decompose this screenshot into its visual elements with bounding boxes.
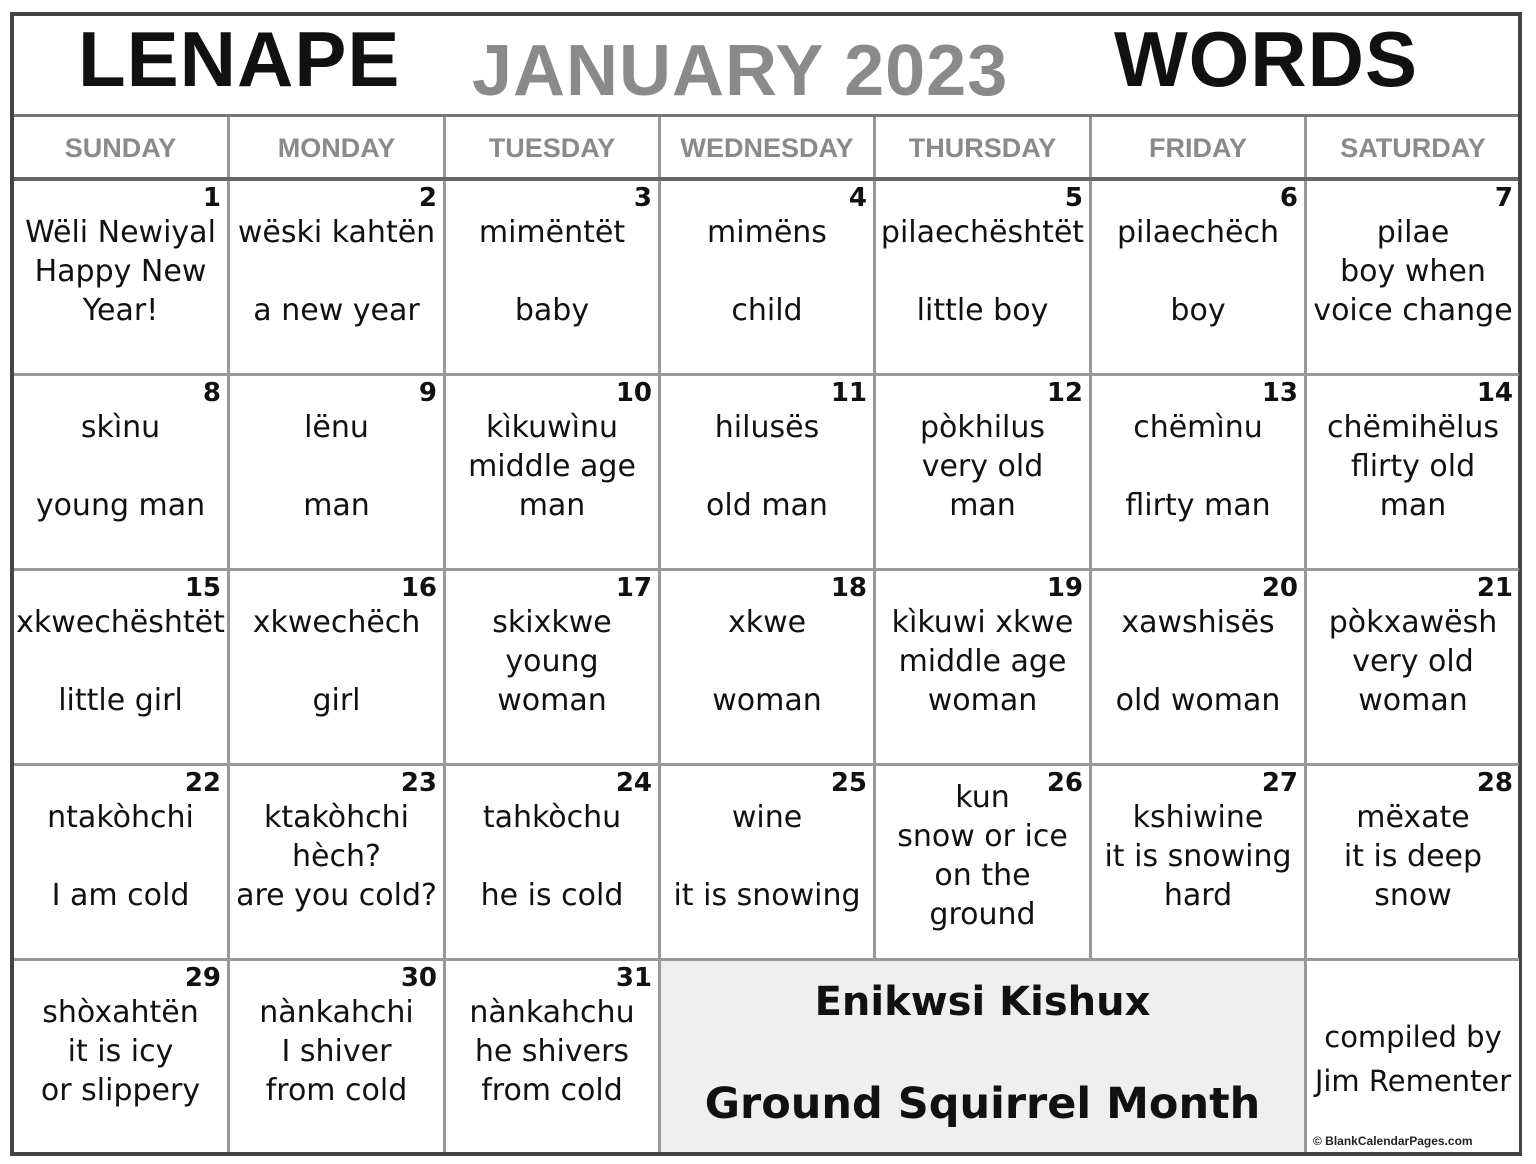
- lenape-word: pilaechëch: [1116, 215, 1280, 250]
- day-cell: [1307, 571, 1519, 766]
- day-cell: [14, 961, 230, 1152]
- day-grid: [14, 181, 1518, 1152]
- day-cell: [446, 571, 661, 766]
- day-number: 24: [615, 768, 652, 798]
- header-words-title: WORDS: [1114, 15, 1418, 103]
- english-translation: man: [949, 488, 1016, 523]
- weekday-monday: MONDAY: [230, 117, 446, 177]
- english-translation: woman: [497, 683, 607, 718]
- english-translation: woman: [712, 683, 822, 718]
- day-number: 31: [615, 963, 652, 993]
- lenape-word: skìnu: [80, 410, 161, 445]
- day-number: 16: [400, 573, 437, 603]
- lenape-word: mëxate: [1356, 800, 1470, 835]
- lenape-word: mimëntët: [478, 215, 626, 250]
- lenape-word: kshiwine: [1132, 800, 1264, 835]
- english-translation: hèch?: [292, 839, 381, 874]
- day-cell: [230, 766, 446, 961]
- day-number: 27: [1261, 768, 1298, 798]
- day-entry: [14, 993, 227, 1110]
- day-number: 21: [1476, 573, 1513, 603]
- day-entry: [1092, 213, 1304, 330]
- day-entry: [661, 603, 873, 720]
- day-cell: [876, 766, 1092, 961]
- day-cell: [446, 376, 661, 571]
- day-cell: [230, 181, 446, 376]
- line-spacer: [1092, 642, 1304, 681]
- day-number: 8: [202, 378, 221, 408]
- lenape-word: mimëns: [707, 215, 827, 250]
- line-spacer: [230, 252, 443, 291]
- header-lenape-title: LENAPE: [78, 15, 401, 103]
- english-translation: it is icy: [67, 1034, 174, 1069]
- english-translation: woman: [927, 683, 1038, 718]
- english-translation: on the: [934, 858, 1031, 893]
- lenape-word: ntakòhchi: [47, 800, 194, 835]
- day-number: 29: [184, 963, 221, 993]
- day-number: 4: [848, 183, 867, 213]
- day-cell: [446, 766, 661, 961]
- english-translation: from cold: [265, 1073, 408, 1108]
- english-translation: man: [303, 488, 370, 523]
- line-spacer: [661, 252, 873, 291]
- line-spacer: [1092, 447, 1304, 486]
- day-entry: [14, 798, 227, 915]
- english-translation: hard: [1163, 878, 1233, 913]
- banner-english-month: Ground Squirrel Month: [704, 1079, 1261, 1129]
- lenape-word: wine: [731, 800, 803, 835]
- english-translation: very old: [1352, 644, 1474, 679]
- day-entry: [1092, 408, 1304, 525]
- day-entry: [230, 408, 443, 525]
- day-cell: [230, 376, 446, 571]
- day-cell: [1307, 376, 1519, 571]
- english-translation: girl: [312, 683, 361, 718]
- credit-author: Jim Rementer: [1314, 1064, 1512, 1098]
- english-translation: it is deep: [1343, 839, 1483, 874]
- day-cell: [14, 571, 230, 766]
- english-translation: a new year: [253, 293, 420, 328]
- day-number: 2: [418, 183, 437, 213]
- lenape-word: lënu: [304, 410, 369, 445]
- day-number: 28: [1476, 768, 1513, 798]
- day-entry: [446, 213, 658, 330]
- day-entry: [876, 603, 1089, 720]
- day-entry: [230, 798, 443, 915]
- day-cell: [661, 181, 876, 376]
- day-number: 20: [1261, 573, 1298, 603]
- line-spacer: [1092, 252, 1304, 291]
- english-translation: middle age: [468, 449, 636, 484]
- lenape-word: shòxahtën: [42, 995, 199, 1030]
- lenape-word: skixkwe: [492, 605, 612, 640]
- day-number: 26: [1046, 768, 1083, 798]
- english-translation: old man: [706, 488, 828, 523]
- lenape-word: chëmihëlus: [1327, 410, 1499, 445]
- day-number: 5: [1064, 183, 1083, 213]
- day-entry: [876, 213, 1089, 330]
- day-cell: [446, 961, 661, 1152]
- day-entry: [1307, 603, 1519, 720]
- lenape-word: nànkahchi: [259, 995, 414, 1030]
- english-translation: snow or ice: [897, 819, 1068, 854]
- day-number: 17: [615, 573, 652, 603]
- english-translation: Happy New: [34, 254, 207, 289]
- day-number: 23: [400, 768, 437, 798]
- day-number: 3: [633, 183, 652, 213]
- day-entry: [661, 408, 873, 525]
- day-entry: [1307, 798, 1519, 915]
- day-number: 7: [1494, 183, 1513, 213]
- day-cell: [1307, 181, 1519, 376]
- lenape-word: kìkuwi xkwe: [891, 605, 1074, 640]
- english-translation: or slippery: [40, 1073, 201, 1108]
- day-entry: [1092, 798, 1304, 915]
- day-number: 13: [1261, 378, 1298, 408]
- english-translation: he shivers: [474, 1034, 630, 1069]
- english-translation: I am cold: [51, 878, 190, 913]
- day-entry: [661, 213, 873, 330]
- day-cell: [1092, 181, 1307, 376]
- watermark: © BlankCalendarPages.com: [1313, 1134, 1473, 1148]
- day-entry: [446, 408, 658, 525]
- english-translation: baby: [514, 293, 590, 328]
- english-translation: little boy: [916, 293, 1049, 328]
- day-cell: [1092, 766, 1307, 961]
- day-cell: [446, 181, 661, 376]
- weekday-sunday: SUNDAY: [14, 117, 230, 177]
- day-cell: [1092, 376, 1307, 571]
- day-number: 15: [184, 573, 221, 603]
- english-translation: child: [731, 293, 803, 328]
- day-cell: [230, 571, 446, 766]
- lenape-word: chëmìnu: [1133, 410, 1263, 445]
- day-cell: [661, 571, 876, 766]
- english-translation: young man: [35, 488, 206, 523]
- day-cell: [876, 181, 1092, 376]
- day-number: 18: [830, 573, 867, 603]
- weekday-thursday: THURSDAY: [876, 117, 1092, 177]
- english-translation: little girl: [58, 683, 183, 718]
- day-cell: [661, 376, 876, 571]
- lenape-word: tahkòchu: [482, 800, 622, 835]
- lenape-word: pilae: [1376, 215, 1450, 250]
- day-number: 11: [830, 378, 867, 408]
- day-entry: [446, 993, 658, 1110]
- english-translation: it is snowing: [1104, 839, 1292, 874]
- lenape-word: hilusës: [714, 410, 820, 445]
- english-translation: Year!: [82, 293, 159, 328]
- day-number: 9: [418, 378, 437, 408]
- english-translation: I shiver: [281, 1034, 392, 1069]
- day-number: 14: [1476, 378, 1513, 408]
- day-entry: [230, 213, 443, 330]
- day-number: 30: [400, 963, 437, 993]
- english-translation: man: [518, 488, 586, 523]
- lenape-word: xkwe: [727, 605, 807, 640]
- english-translation: ground: [929, 897, 1036, 932]
- credit-box: [1307, 961, 1519, 1152]
- day-cell: [876, 571, 1092, 766]
- day-number: 19: [1046, 573, 1083, 603]
- day-entry: [14, 213, 227, 330]
- day-number: 10: [615, 378, 652, 408]
- calendar-header: [14, 16, 1518, 117]
- english-translation: flirty old: [1350, 449, 1476, 484]
- line-spacer: [230, 447, 443, 486]
- english-translation: very old: [921, 449, 1044, 484]
- lenape-word: xkwechështët: [16, 605, 225, 640]
- lenape-word: pilaechështët: [880, 215, 1085, 250]
- english-translation: woman: [1358, 683, 1468, 718]
- month-name-banner: [661, 961, 1307, 1152]
- english-translation: young: [505, 644, 599, 679]
- english-translation: boy when: [1340, 254, 1486, 289]
- calendar: [10, 12, 1522, 1156]
- english-translation: voice change: [1313, 293, 1513, 328]
- weekday-wednesday: WEDNESDAY: [661, 117, 876, 177]
- weekday-tuesday: TUESDAY: [446, 117, 661, 177]
- lenape-word: ktakòhchi: [263, 800, 410, 835]
- line-spacer: [14, 447, 227, 486]
- lenape-word: pòkhilus: [919, 410, 1046, 445]
- lenape-word: kìkuwìnu: [485, 410, 619, 445]
- line-spacer: [14, 837, 227, 876]
- lenape-word: xawshisës: [1121, 605, 1275, 640]
- english-translation: flirty man: [1125, 488, 1271, 523]
- day-cell: [230, 961, 446, 1152]
- day-entry: [876, 778, 1089, 934]
- day-cell: [14, 766, 230, 961]
- day-entry: [876, 408, 1089, 525]
- day-number: 1: [202, 183, 221, 213]
- day-cell: [14, 376, 230, 571]
- day-entry: [1307, 213, 1519, 330]
- line-spacer: [876, 252, 1089, 291]
- day-entry: [230, 603, 443, 720]
- lenape-word: kun: [955, 780, 1010, 815]
- day-entry: [1092, 603, 1304, 720]
- english-translation: man: [1379, 488, 1447, 523]
- day-entry: [661, 798, 873, 915]
- line-spacer: [446, 252, 658, 291]
- english-translation: from cold: [481, 1073, 623, 1108]
- english-translation: boy: [1170, 293, 1226, 328]
- english-translation: it is snowing: [673, 878, 861, 913]
- header-month-year: JANUARY 2023: [472, 31, 1009, 111]
- line-spacer: [14, 642, 227, 681]
- lenape-word: xkwechëch: [252, 605, 421, 640]
- line-spacer: [661, 837, 873, 876]
- day-cell: [876, 376, 1092, 571]
- banner-lenape-month: Enikwsi Kishux: [814, 979, 1151, 1025]
- credit-compiled-by: compiled by: [1324, 1020, 1502, 1054]
- line-spacer: [230, 642, 443, 681]
- day-entry: [14, 603, 227, 720]
- lenape-word: pòkxawësh: [1328, 605, 1498, 640]
- lenape-word: Wëli Newiyal: [25, 215, 216, 250]
- line-spacer: [446, 837, 658, 876]
- day-number: 12: [1046, 378, 1083, 408]
- day-number: 22: [184, 768, 221, 798]
- day-cell: [661, 766, 876, 961]
- day-number: 6: [1279, 183, 1298, 213]
- day-entry: [14, 408, 227, 525]
- weekday-saturday: SATURDAY: [1340, 133, 1486, 163]
- day-entry: [230, 993, 443, 1110]
- day-cell: [1307, 766, 1519, 961]
- day-cell: [14, 181, 230, 376]
- day-number: 25: [830, 768, 867, 798]
- line-spacer: [661, 642, 873, 681]
- english-translation: middle age: [898, 644, 1067, 679]
- line-spacer: [661, 447, 873, 486]
- day-entry: [446, 603, 658, 720]
- english-translation: he is cold: [480, 878, 624, 913]
- weekday-row: [14, 117, 1518, 181]
- day-entry: [446, 798, 658, 915]
- weekday-friday: FRIDAY: [1092, 117, 1307, 177]
- english-translation: old woman: [1115, 683, 1281, 718]
- english-translation: snow: [1374, 878, 1452, 913]
- day-entry: [1307, 408, 1519, 525]
- lenape-word: wëski kahtën: [237, 215, 436, 250]
- english-translation: are you cold?: [236, 878, 437, 913]
- lenape-word: nànkahchu: [469, 995, 635, 1030]
- day-cell: [1092, 571, 1307, 766]
